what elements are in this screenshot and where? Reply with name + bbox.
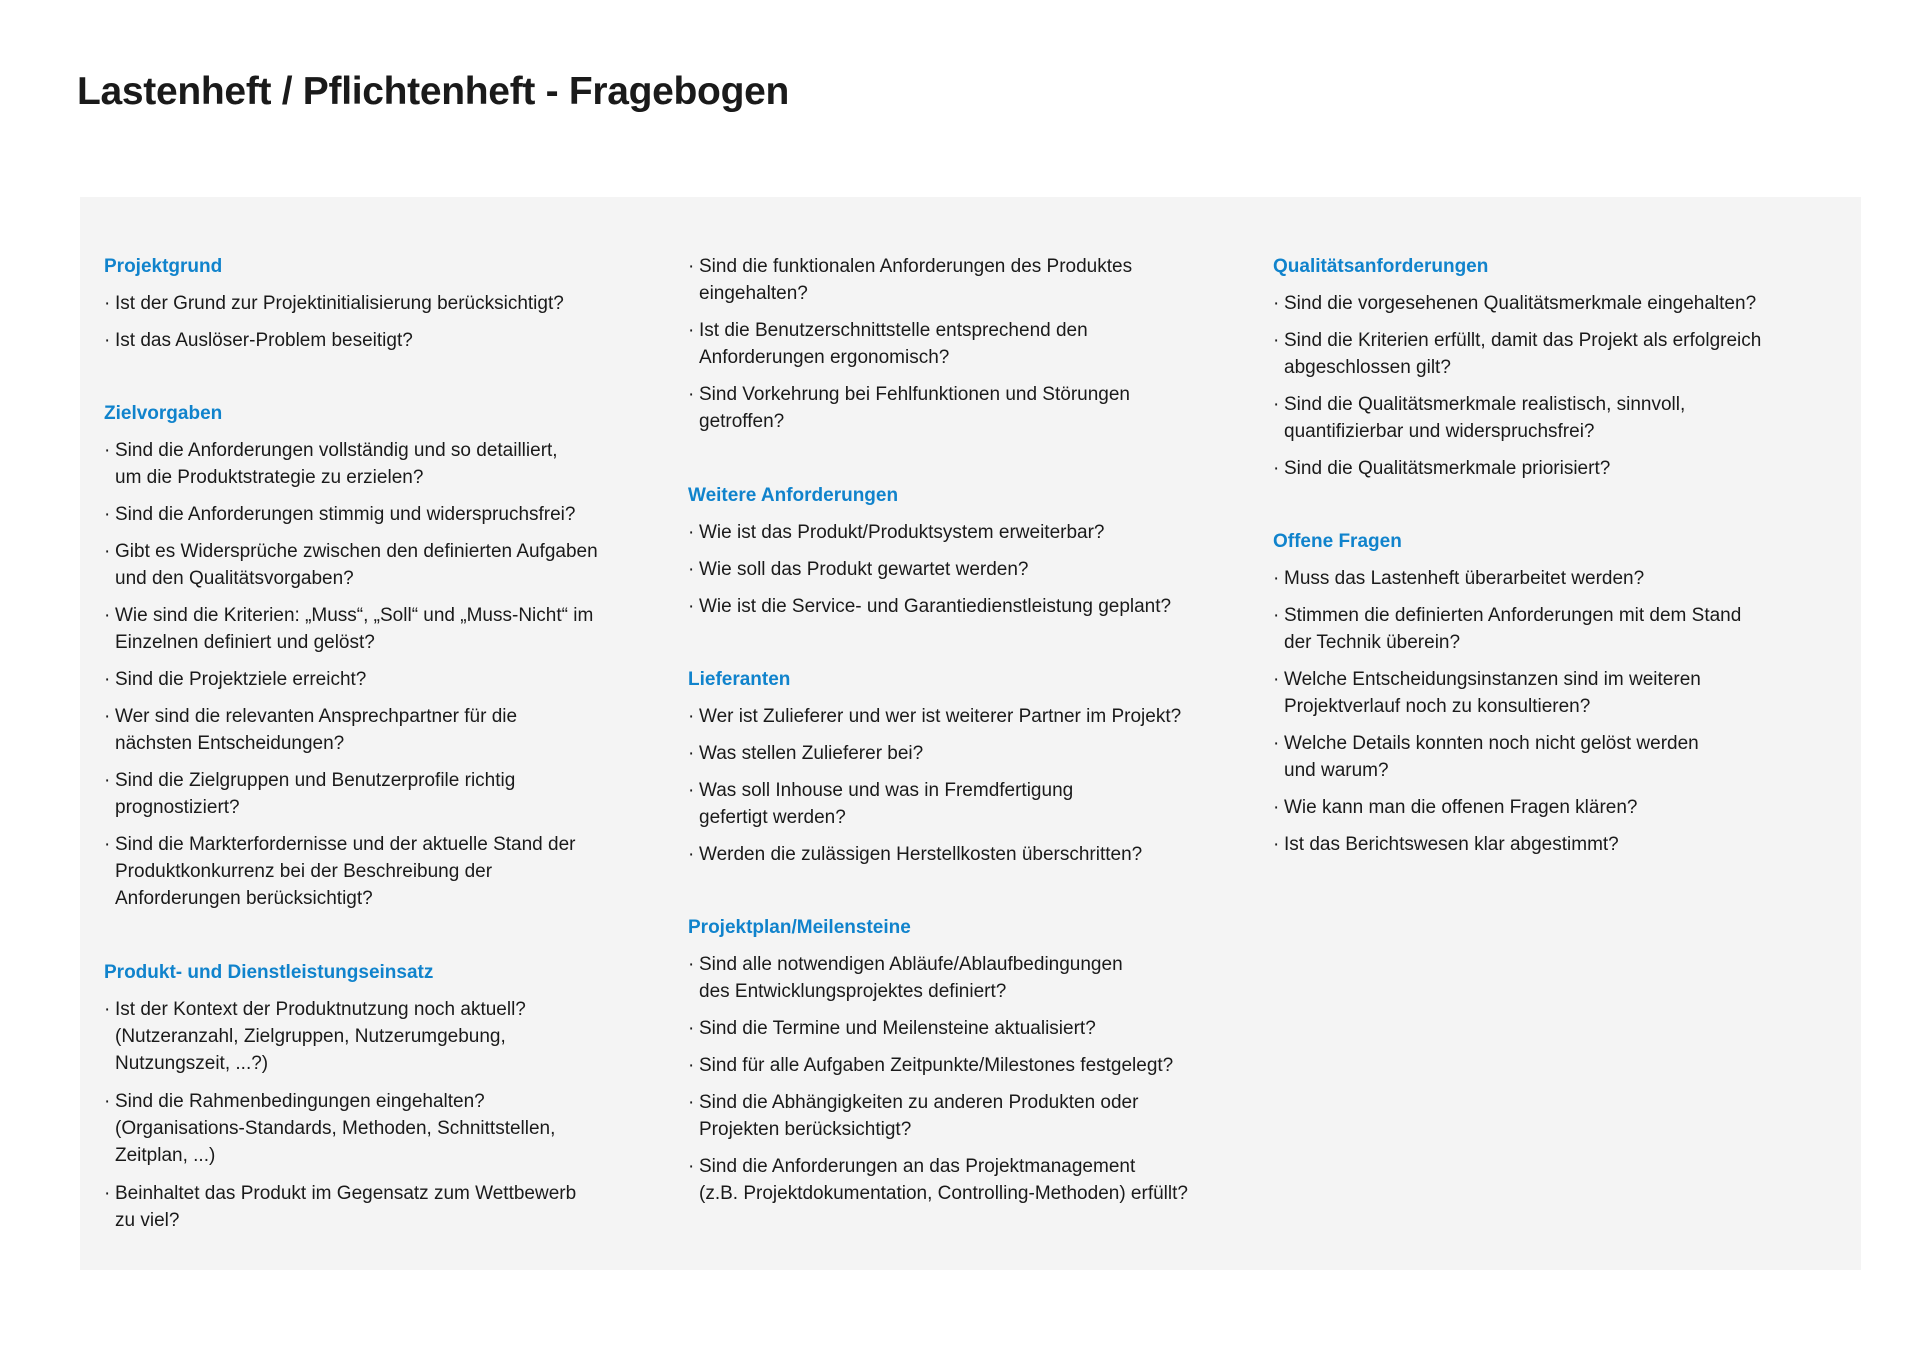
list-item: · Beinhaltet das Produkt im Gegensatz zum Wettbewerb zu viel? [104, 1180, 675, 1234]
list-item: · Sind die Qualitätsmerkmale priorisiert? [1273, 455, 1864, 482]
list-item: · Sind die Projektziele erreicht? [104, 666, 675, 693]
bullet: · [688, 780, 695, 801]
bullet: · [1273, 568, 1280, 589]
bullet: · [104, 770, 111, 791]
list-item: · Sind die Abhängigkeiten zu anderen Produkten oder Projekten berücksichtigt? [688, 1089, 1279, 1143]
bullet: · [688, 256, 695, 277]
section-heading-offene-fragen: Offene Fragen [1273, 531, 1402, 552]
list-item: · Was stellen Zulieferer bei? [688, 740, 1279, 767]
section-heading-lieferanten: Lieferanten [688, 669, 791, 690]
list-item: · Sind die funktionalen Anforderungen des Produktes eingehalten? [688, 253, 1279, 307]
section-heading-weitere-anforderungen: Weitere Anforderungen [688, 485, 899, 506]
list-item: · Wer ist Zulieferer und wer ist weiterer Partner im Projekt? [688, 703, 1279, 730]
list-item: · Wie sind die Kriterien: „Muss“, „Soll“ und „Muss-Nicht“ im Einzelnen definiert und gelöst? [104, 602, 675, 656]
bullet: · [104, 1183, 111, 1204]
bullet: · [1273, 605, 1280, 626]
bullet: · [1273, 733, 1280, 754]
bullet: · [688, 844, 695, 865]
list-item: · Werden die zulässigen Herstellkosten überschritten? [688, 841, 1279, 868]
bullet: · [104, 1091, 111, 1112]
bullet: · [1273, 394, 1280, 415]
list-item: · Sind die Markterfordernisse und der aktuelle Stand der Produktkonkurrenz bei der Beschreibung der Anforderungen berücksichtigt? [104, 831, 675, 912]
bullet: · [688, 706, 695, 727]
bullet: · [104, 541, 111, 562]
bullet: · [1273, 797, 1280, 818]
list-item: · Muss das Lastenheft überarbeitet werden? [1273, 565, 1864, 592]
page-title: Lastenheft / Pflichtenheft - Fragebogen [77, 70, 790, 113]
list-item: · Sind die Termine und Meilensteine aktualisiert? [688, 1015, 1279, 1042]
bullet: · [1273, 458, 1280, 479]
bullet: · [688, 559, 695, 580]
list-item: · Sind die Rahmenbedingungen eingehalten? (Organisations-Standards, Methoden, Schnittstellen, Zeitplan, ...) [104, 1088, 675, 1169]
bullet: · [688, 384, 695, 405]
list-item: · Sind für alle Aufgaben Zeitpunkte/Milestones festgelegt? [688, 1052, 1279, 1079]
bullet: · [104, 330, 111, 351]
section-heading-zielvorgaben: Zielvorgaben [104, 403, 223, 424]
list-item: · Ist die Benutzerschnittstelle entsprechend den Anforderungen ergonomisch? [688, 317, 1279, 371]
bullet: · [1273, 834, 1280, 855]
bullet: · [688, 522, 695, 543]
list-item: · Gibt es Widersprüche zwischen den definierten Aufgaben und den Qualitätsvorgaben? [104, 538, 675, 592]
section-heading-projektgrund: Projektgrund [104, 256, 223, 277]
bullet: · [688, 1018, 695, 1039]
bullet: · [688, 1055, 695, 1076]
bullet: · [104, 999, 111, 1020]
bullet: · [104, 834, 111, 855]
list-item: · Wie soll das Produkt gewartet werden? [688, 556, 1279, 583]
bullet: · [688, 1092, 695, 1113]
bullet: · [688, 596, 695, 617]
bullet: · [688, 1156, 695, 1177]
list-item: · Sind die Anforderungen stimmig und widerspruchsfrei? [104, 501, 675, 528]
list-item: · Sind die Anforderungen an das Projektmanagement (z.B. Projektdokumentation, Controlling-Methoden) erfüllt? [688, 1153, 1279, 1207]
list-item: · Sind alle notwendigen Abläufe/Ablaufbedingungen des Entwicklungsprojektes definiert? [688, 951, 1279, 1005]
bullet: · [104, 293, 111, 314]
section-heading-projektplan: Projektplan/Meilensteine [688, 917, 911, 938]
bullet: · [688, 954, 695, 975]
section-heading-produkt-einsatz: Produkt- und Dienstleistungseinsatz [104, 962, 434, 983]
bullet: · [104, 605, 111, 626]
list-item: · Wie ist das Produkt/Produktsystem erweiterbar? [688, 519, 1279, 546]
list-item: · Welche Details konnten noch nicht gelöst werden und warum? [1273, 730, 1864, 784]
list-item: · Welche Entscheidungsinstanzen sind im weiteren Projektverlauf noch zu konsultieren? [1273, 666, 1864, 720]
bullet: · [104, 706, 111, 727]
bullet: · [104, 504, 111, 525]
section-heading-qualitaetsanforderungen: Qualitätsanforderungen [1273, 256, 1489, 277]
list-item: · Ist der Grund zur Projektinitialisierung berücksichtigt? [104, 290, 675, 317]
list-item: · Ist der Kontext der Produktnutzung noch aktuell? (Nutzeranzahl, Zielgruppen, Nutzerumgebung, Nutzungszeit, ...?) [104, 996, 675, 1077]
list-item: · Stimmen die definierten Anforderungen mit dem Stand der Technik überein? [1273, 602, 1864, 656]
bullet: · [688, 320, 695, 341]
list-item: · Sind die Kriterien erfüllt, damit das Projekt als erfolgreich abgeschlossen gilt? [1273, 327, 1864, 381]
list-item: · Wie kann man die offenen Fragen klären? [1273, 794, 1864, 821]
list-item: · Wer sind die relevanten Ansprechpartner für die nächsten Entscheidungen? [104, 703, 675, 757]
list-item: · Ist das Berichtswesen klar abgestimmt? [1273, 831, 1864, 858]
list-item: · Ist das Auslöser-Problem beseitigt? [104, 327, 675, 354]
bullet: · [104, 440, 111, 461]
bullet: · [1273, 330, 1280, 351]
list-item: · Sind die Zielgruppen und Benutzerprofile richtig prognostiziert? [104, 767, 675, 821]
bullet: · [688, 743, 695, 764]
bullet: · [1273, 669, 1280, 690]
list-item: · Sind Vorkehrung bei Fehlfunktionen und Störungen getroffen? [688, 381, 1279, 435]
list-item: · Sind die Anforderungen vollständig und so detailliert, um die Produktstrategie zu erzielen? [104, 437, 675, 491]
bullet: · [1273, 293, 1280, 314]
list-item: · Was soll Inhouse und was in Fremdfertigung gefertigt werden? [688, 777, 1279, 831]
list-item: · Sind die vorgesehenen Qualitätsmerkmale eingehalten? [1273, 290, 1864, 317]
list-item: · Wie ist die Service- und Garantiedienstleistung geplant? [688, 593, 1279, 620]
list-item: · Sind die Qualitätsmerkmale realistisch, sinnvoll, quantifizierbar und widerspruchsfrei? [1273, 391, 1864, 445]
bullet: · [104, 669, 111, 690]
